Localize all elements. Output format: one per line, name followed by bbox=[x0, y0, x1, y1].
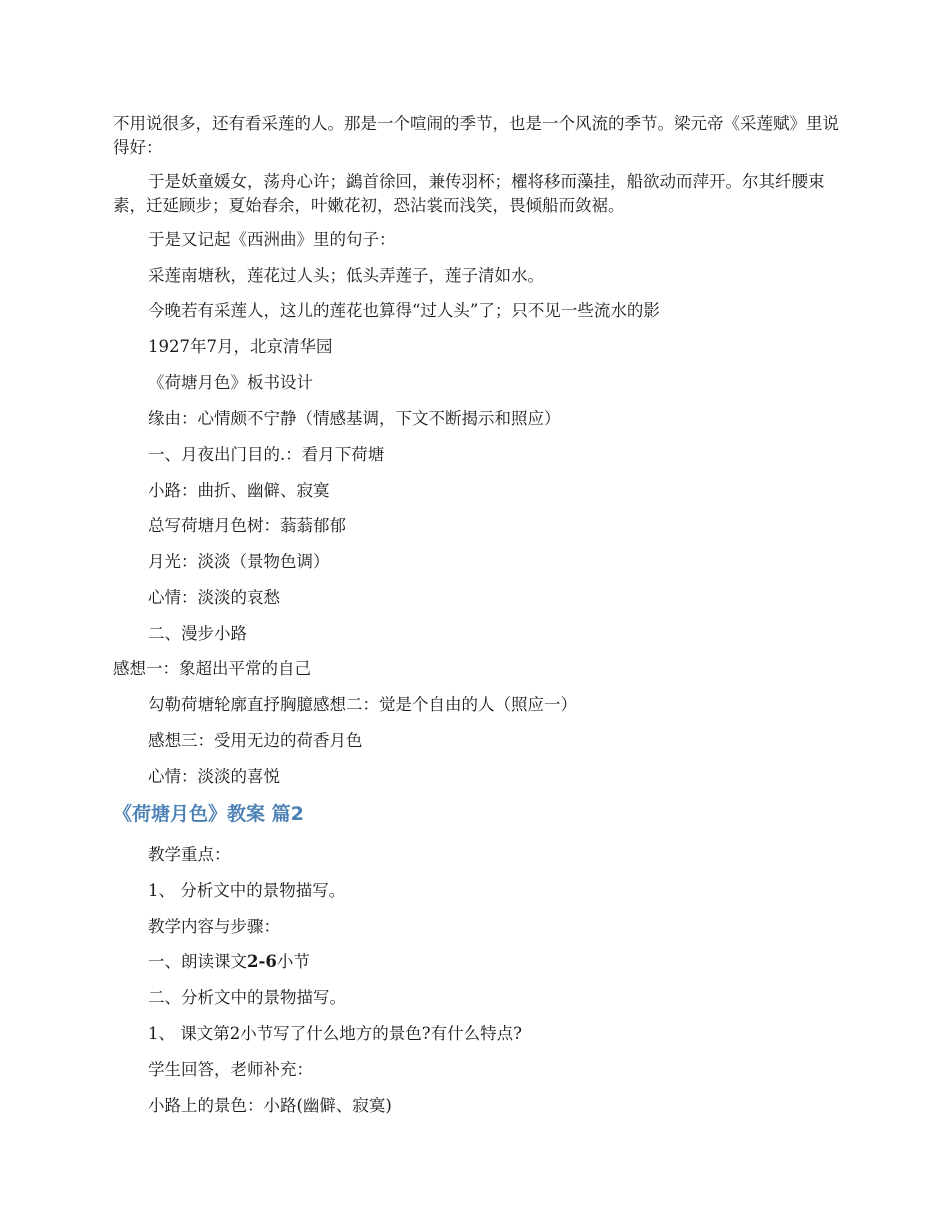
paragraph-path: 小路：曲折、幽僻、寂寞 bbox=[148, 481, 330, 500]
paragraph-xizhou-intro: 于是又记起《西洲曲》里的句子： bbox=[148, 230, 396, 249]
paragraph-content-steps: 教学内容与步骤： bbox=[148, 917, 280, 936]
paragraph-mood-joy: 心情：淡淡的喜悦 bbox=[148, 767, 280, 786]
paragraph-student-answer: 学生回答，老师补充： bbox=[148, 1060, 313, 1079]
paragraph-part-one: 一、月夜出门目的.：看月下荷塘 bbox=[148, 445, 385, 464]
section-heading: 《荷塘月色》教案 篇2 bbox=[113, 803, 304, 825]
paragraph-analyze-scenery: 二、分析文中的景物描写。 bbox=[148, 988, 346, 1007]
paragraph-overview: 总写荷塘月色树：蓊蓊郁郁 bbox=[148, 516, 346, 535]
paragraph-path-scenery: 小路上的景色：小路(幽僻、寂寞) bbox=[148, 1096, 392, 1115]
paragraph-reason: 缘由：心情颇不宁静（情感基调，下文不断揭示和照应） bbox=[148, 409, 561, 428]
paragraph-moonlight: 月光：淡淡（景物色调） bbox=[148, 552, 330, 571]
paragraph-thought-three: 感想三：受用无边的荷香月色 bbox=[148, 731, 363, 750]
paragraph-thought-two: 勾勒荷塘轮廓直抒胸臆感想二：觉是个自由的人（照应一） bbox=[148, 695, 577, 714]
paragraph-thought-one: 感想一：象超出平常的自己 bbox=[113, 659, 311, 678]
read-aloud-suffix: 小节 bbox=[276, 952, 310, 971]
paragraph-board-design: 《荷塘月色》板书设计 bbox=[148, 373, 313, 392]
paragraph-focus-item: 1、 分析文中的景物描写。 bbox=[148, 881, 346, 900]
paragraph-lotus-pickers: 不用说很多，还有看采莲的人。那是一个喧闹的季节，也是一个风流的季节。梁元帝《采莲赋》里说得好： bbox=[113, 114, 839, 157]
paragraph-question-one: 1、 课文第2小节写了什么地方的景色?有什么特点? bbox=[148, 1024, 522, 1043]
paragraph-tonight: 今晚若有采莲人，这儿的莲花也算得“过人头”了；只不见一些流水的影 bbox=[148, 301, 660, 320]
read-aloud-prefix: 一、朗读课文 bbox=[148, 952, 247, 971]
read-aloud-sections: 2-6 bbox=[247, 952, 277, 971]
paragraph-lotus-fu-quote: 于是妖童媛女，荡舟心许；鷁首徐回，兼传羽杯；櫂将移而藻挂，船欲动而萍开。尔其纤腰束素，迁延顾步；夏始春余，叶嫩花初，恐沾裳而浅笑，畏倾船而敛裾。 bbox=[113, 172, 825, 215]
paragraph-teaching-focus: 教学重点： bbox=[148, 845, 231, 864]
paragraph-read-aloud bbox=[148, 950, 310, 974]
paragraph-xizhou-quote: 采莲南塘秋，莲花过人头；低头弄莲子，莲子清如水。 bbox=[148, 266, 544, 285]
paragraph-part-two: 二、漫步小路 bbox=[148, 624, 247, 643]
paragraph-date-place: 1927年7月，北京清华园 bbox=[148, 337, 333, 356]
paragraph-mood-sad: 心情：淡淡的哀愁 bbox=[148, 588, 280, 607]
